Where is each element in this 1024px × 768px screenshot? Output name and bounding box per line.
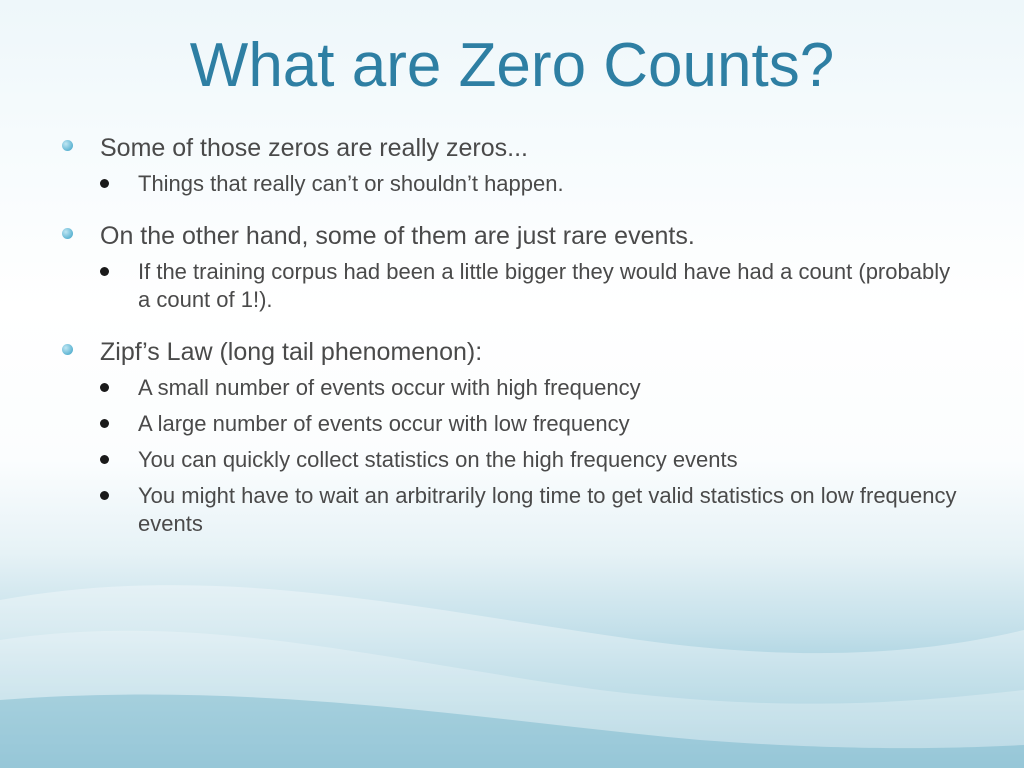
- bullet-dot-icon: [100, 267, 109, 276]
- bullet-dot-icon: [100, 419, 109, 428]
- bullet-text: Some of those zeros are really zeros...: [100, 134, 528, 162]
- bullet-text: On the other hand, some of them are just rare events.: [100, 222, 695, 250]
- bullet-level2: [100, 410, 962, 438]
- bullet-dot-icon: [100, 491, 109, 500]
- bullet-dot-icon: [100, 383, 109, 392]
- bullet-list: [62, 132, 962, 560]
- bullet-text: You can quickly collect statistics on the high frequency events: [138, 447, 738, 472]
- bullet-text: Zipf’s Law (long tail phenomenon):: [100, 338, 483, 366]
- bullet-dot-icon: [62, 140, 73, 151]
- bullet-level2: [100, 446, 962, 474]
- bullet-text: Things that really can’t or shouldn’t happen.: [138, 171, 564, 196]
- bullet-dot-icon: [62, 228, 73, 239]
- bullet-group: [62, 220, 962, 314]
- bullet-level2: [100, 170, 962, 198]
- bullet-level1: [62, 336, 962, 368]
- bullet-level1: [62, 132, 962, 164]
- bullet-level2: [100, 482, 962, 538]
- bullet-text: A large number of events occur with low frequency: [138, 411, 630, 436]
- bullet-text: A small number of events occur with high frequency: [138, 375, 641, 400]
- slide-title: What are Zero Counts?: [189, 31, 835, 100]
- bullet-dot-icon: [100, 179, 109, 188]
- bullet-group: [62, 132, 962, 198]
- bullet-dot-icon: [100, 455, 109, 464]
- bullet-text: You might have to wait an arbitrarily long time to get valid statistics on low frequency events: [138, 483, 957, 536]
- bullet-group: [62, 336, 962, 538]
- bullet-level2: [100, 258, 962, 314]
- bullet-level2: [100, 374, 962, 402]
- bullet-text: If the training corpus had been a little bigger they would have had a count (probably a count of 1!).: [138, 259, 951, 312]
- bullet-level1: [62, 220, 962, 252]
- bullet-dot-icon: [62, 344, 73, 355]
